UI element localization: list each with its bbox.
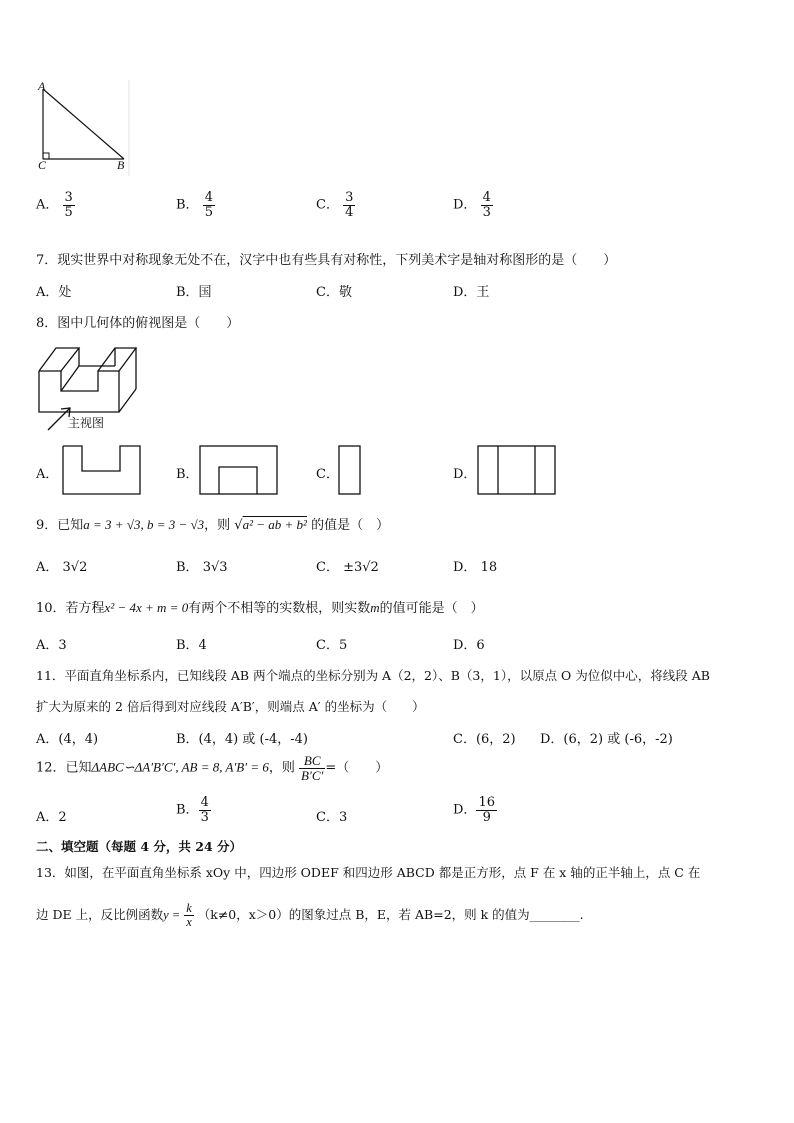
q12-option-a[interactable] [36,806,67,825]
q12-option-d[interactable] [453,796,497,824]
option-value: ±3√2 [343,560,379,575]
fraction-denominator: 9 [482,809,491,825]
q6-option-b[interactable] [176,191,215,219]
front-view-label: 主视图 [68,416,105,430]
option-letter: D． [453,467,477,482]
q11-stem-line1: 11．平面直角坐标系内，已知线段 AB 两个端点的坐标分别为 A（2，2）、B（3，1），以原点 O 为位似中心，将线段 AB [36,668,710,683]
fraction-denominator: 4 [345,204,354,220]
q10-stem [36,597,484,616]
q10-prefix: 10．若方程 [36,601,105,616]
q6-option-d[interactable] [453,191,493,219]
option-letter: A． [36,467,59,482]
fraction-denominator: B′C′ [301,767,324,783]
option-letter: A． [36,197,59,213]
q8-stem: 8．图中几何体的俯视图是（ ） [36,316,240,331]
q9-condition: a = 3 + √3, b = 3 − √3 [83,517,205,532]
q10-suffix: 的值可能是（ ） [379,601,484,616]
option-letter: B． [176,802,199,818]
fraction-denominator: 5 [204,204,213,220]
option-letter: C． [316,467,339,482]
fraction-numerator: BC [299,754,325,769]
section-title-fill-in: 二、填空题（每题 4 分，共 24 分） [36,839,243,854]
top-view-d[interactable] [477,445,557,495]
q8-option-c[interactable] [316,463,339,482]
option-letter: D． [453,197,477,213]
option-value: 3√2 [62,560,88,575]
q10-variable: m [370,600,380,615]
q8-option-a[interactable] [36,463,58,482]
option-letter: B． [176,467,199,482]
option-letter: A． [36,560,59,575]
fraction-denominator: 5 [64,204,73,220]
q7-option-a[interactable]: A．处 [36,285,72,300]
fraction-denominator: 3 [200,809,209,825]
q10-option-d[interactable]: D．6 [453,638,485,653]
function-lhs: y = [163,908,181,923]
q13-stem-line2 [36,902,584,929]
q12-stem [36,754,388,782]
sqrt-expression: √a² − ab + b² [234,517,307,533]
q8-option-b[interactable] [176,463,199,482]
fraction-denominator: 3 [482,204,491,220]
q7-option-b[interactable]: B．国 [176,285,212,300]
option-letter: B． [176,197,199,213]
option-value: 2 [58,810,67,825]
function-fraction [184,902,194,929]
q13-stem-line1: 13．如图，在平面直角坐标系 xOy 中，四边形 ODEF 和四边形 ABCD 都是正方形，点 F 在 x 轴的正半轴上，点 C 在 [36,865,701,880]
vertex-label-a: A [38,79,46,93]
q12-option-c[interactable] [316,806,347,825]
q9-prefix: 9．已知 [36,518,84,533]
q10-option-b[interactable]: B．4 [176,638,207,653]
q7-option-d[interactable]: D．王 [453,285,490,300]
fraction-denominator: x [186,915,192,930]
vertex-label-c: C [38,158,47,172]
fraction-numerator: 3 [345,190,354,205]
option-letter: D． [453,560,477,575]
option-letter: B． [176,560,199,575]
fraction-numerator: 4 [482,190,491,205]
q10-equation: x² − 4x + m = 0 [104,600,189,615]
q9-option-c[interactable] [316,556,379,575]
q9-suffix: 的值是（ ） [311,518,390,533]
option-letter: C． [316,560,339,575]
fraction-numerator: 16 [478,795,495,810]
q9-middle: ，则 [204,518,231,533]
q10-middle: 有两个不相等的实数根，则实数 [188,601,371,616]
q10-option-c[interactable]: C．5 [316,638,348,653]
q11-option-b[interactable]: B．(4，4) 或 (-4，-4) [176,732,308,747]
vertex-label-b: B [117,158,125,172]
option-letter: D． [453,802,477,818]
q11-option-a[interactable]: A．(4，4) [36,732,99,747]
q6-option-a[interactable] [36,191,75,219]
q7-stem: 7．现实世界中对称现象无处不在，汉字中也有些具有对称性，下列美术字是轴对称图形的是（ ） [36,253,617,268]
option-letter: C． [316,197,339,213]
fraction-numerator: k [186,901,192,915]
option-value: 18 [480,560,498,575]
fraction-numerator: 4 [204,190,213,205]
q12-ratio [299,754,325,782]
fraction-numerator: 3 [64,190,73,205]
q9-stem [36,514,389,533]
q7-option-c[interactable]: C．敬 [316,285,352,300]
q12-prefix: 12．已知 [36,760,92,776]
option-letter: C． [316,810,339,825]
radicand: a² − ab + b² [242,517,307,532]
q13-suffix: （k≠0，x＞0）的图象过点 B，E，若 AB=2，则 k 的值为________. [197,907,584,923]
q11-option-d[interactable]: D．(6，2) 或 (-6，-2) [540,732,673,747]
top-view-b[interactable] [199,445,279,495]
q6-option-c[interactable] [316,191,355,219]
q9-option-d[interactable] [453,556,497,575]
option-value: 3 [338,810,348,825]
q13-prefix: 边 DE 上，反比例函数 [36,907,164,923]
q9-option-b[interactable] [176,556,228,575]
top-view-a[interactable] [62,445,142,495]
q9-option-a[interactable] [36,556,87,575]
q8-option-d[interactable] [453,463,476,482]
top-view-c[interactable] [338,445,362,495]
q11-stem-line2: 扩大为原来的 2 倍后得到对应线段 A′B′，则端点 A′ 的坐标为（ ） [36,699,425,714]
q12-option-b[interactable] [176,796,211,824]
q12-condition: ΔABC∽ΔA′B′C′, AB = 8, A′B′ = 6 [91,759,269,775]
q10-option-a[interactable]: A．3 [36,638,67,653]
option-value: 3√3 [202,560,228,575]
option-letter: A． [36,810,59,825]
q12-suffix: =（ ） [325,760,389,776]
q12-middle: ，则 [268,760,295,776]
q11-option-c[interactable]: C．(6，2) [453,732,516,747]
fraction-numerator: 4 [200,795,209,810]
